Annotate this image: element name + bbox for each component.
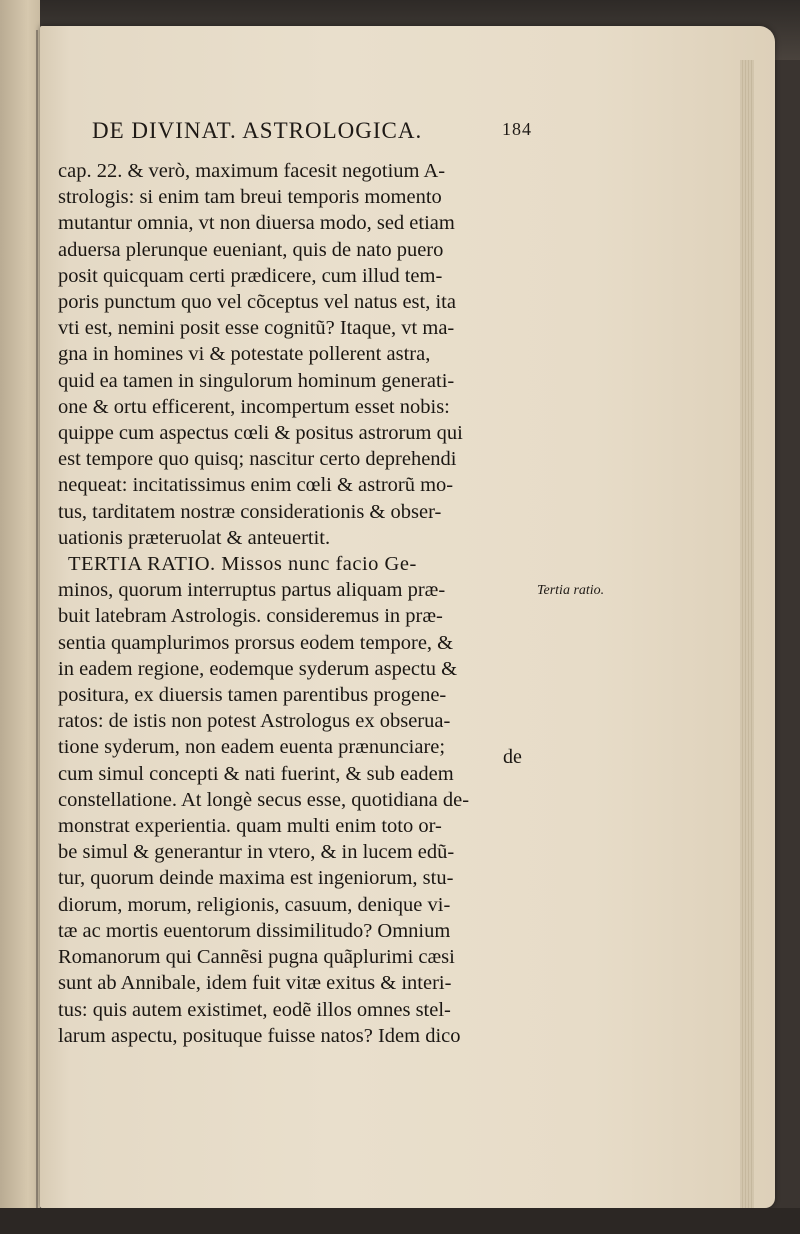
- text-line: larum aspectu, posituque fuisse natos? Idem dico: [58, 1024, 461, 1047]
- text-line: quippe cum aspectus cœli & positus astrorum qui: [58, 422, 463, 445]
- facing-page-edge: [0, 0, 40, 1234]
- text-line: est tempore quo quisq; nascitur certo deprehendi: [58, 448, 457, 471]
- text-line: constellatione. At longè secus esse, quotidiana de-: [58, 788, 470, 811]
- gutter-binding-line: [36, 30, 38, 1210]
- text-line: positura, ex diuersis tamen parentibus progene-: [58, 684, 447, 707]
- text-line: one & ortu efficerent, incompertum esset nobis:: [58, 395, 450, 418]
- text-line: buit latebram Astrologis. consideremus in præ-: [58, 605, 443, 628]
- page-number: 184: [502, 119, 532, 139]
- text-line: cum simul concepti & nati fuerint, & sub eadem: [58, 762, 454, 785]
- text-line: Romanorum qui Cannẽsi pugna quãplurimi cæsi: [58, 946, 455, 969]
- page-fore-edge: [740, 60, 754, 1210]
- running-header: [92, 118, 532, 148]
- text-line: tus: quis autem existimet, eodẽ illos omnes stel-: [58, 998, 451, 1021]
- text-line: diorum, morum, religionis, casuum, denique vi-: [58, 893, 451, 916]
- section-heading-line: TERTIA RATIO. Missos nunc facio Ge-: [68, 553, 417, 576]
- text-line: ratos: de istis non potest Astrologus ex obserua-: [58, 710, 451, 733]
- text-line: cap. 22. & verò, maximum facesit negotium A-: [58, 160, 446, 182]
- text-line: sunt ab Annibale, idem fuit vitæ exitus & interi-: [58, 972, 452, 995]
- text-line: be simul & generantur in vtero, & in lucem edũ-: [58, 841, 455, 864]
- running-title: DE DIVINAT. ASTROLOGICA.: [92, 118, 423, 143]
- text-line: aduersa plerunque eueniant, quis de nato puero: [58, 238, 444, 261]
- scan-background-bottom: [0, 1208, 800, 1234]
- text-line: gna in homines vi & potestate pollerent astra,: [58, 343, 431, 366]
- text-line: quid ea tamen in singulorum hominum generati-: [58, 369, 455, 392]
- text-line: monstrat experientia. quam multi enim toto or-: [58, 815, 442, 838]
- catchword: de: [503, 746, 522, 768]
- text-line: poris punctum quo vel cõceptus vel natus est, ita: [58, 291, 456, 314]
- text-line: posit quicquam certi prædicere, cum illud tem-: [58, 264, 443, 287]
- text-line: tæ ac mortis euentorum dissimilitudo? Omnium: [58, 919, 451, 942]
- margin-note: Tertia ratio.: [537, 583, 605, 598]
- text-line: in eadem regione, eodemque syderum aspectu &: [58, 657, 458, 680]
- text-line: tus, tarditatem nostræ considerationis & obser-: [58, 500, 442, 523]
- text-line: minos, quorum interruptus partus aliquam præ-: [58, 579, 446, 602]
- text-line: vti est, nemini posit esse cognitũ? Itaque, vt ma-: [58, 317, 455, 340]
- body-text: [58, 158, 528, 1049]
- text-line: strologis: si enim tam breui temporis momento: [58, 186, 442, 209]
- text-line: tur, quorum deinde maxima est ingeniorum, stu-: [58, 867, 454, 890]
- text-line: nequeat: incitatissimus enim cœli & astrorũ mo-: [58, 474, 454, 497]
- text-line: mutantur omnia, vt non diuersa modo, sed etiam: [58, 212, 455, 235]
- text-line: uationis præteruolat & anteuertit.: [58, 526, 331, 549]
- text-line: tione syderum, non eadem euenta prænunciare;: [58, 736, 446, 759]
- text-line: sentia quamplurimos prorsus eodem tempore, &: [58, 631, 454, 654]
